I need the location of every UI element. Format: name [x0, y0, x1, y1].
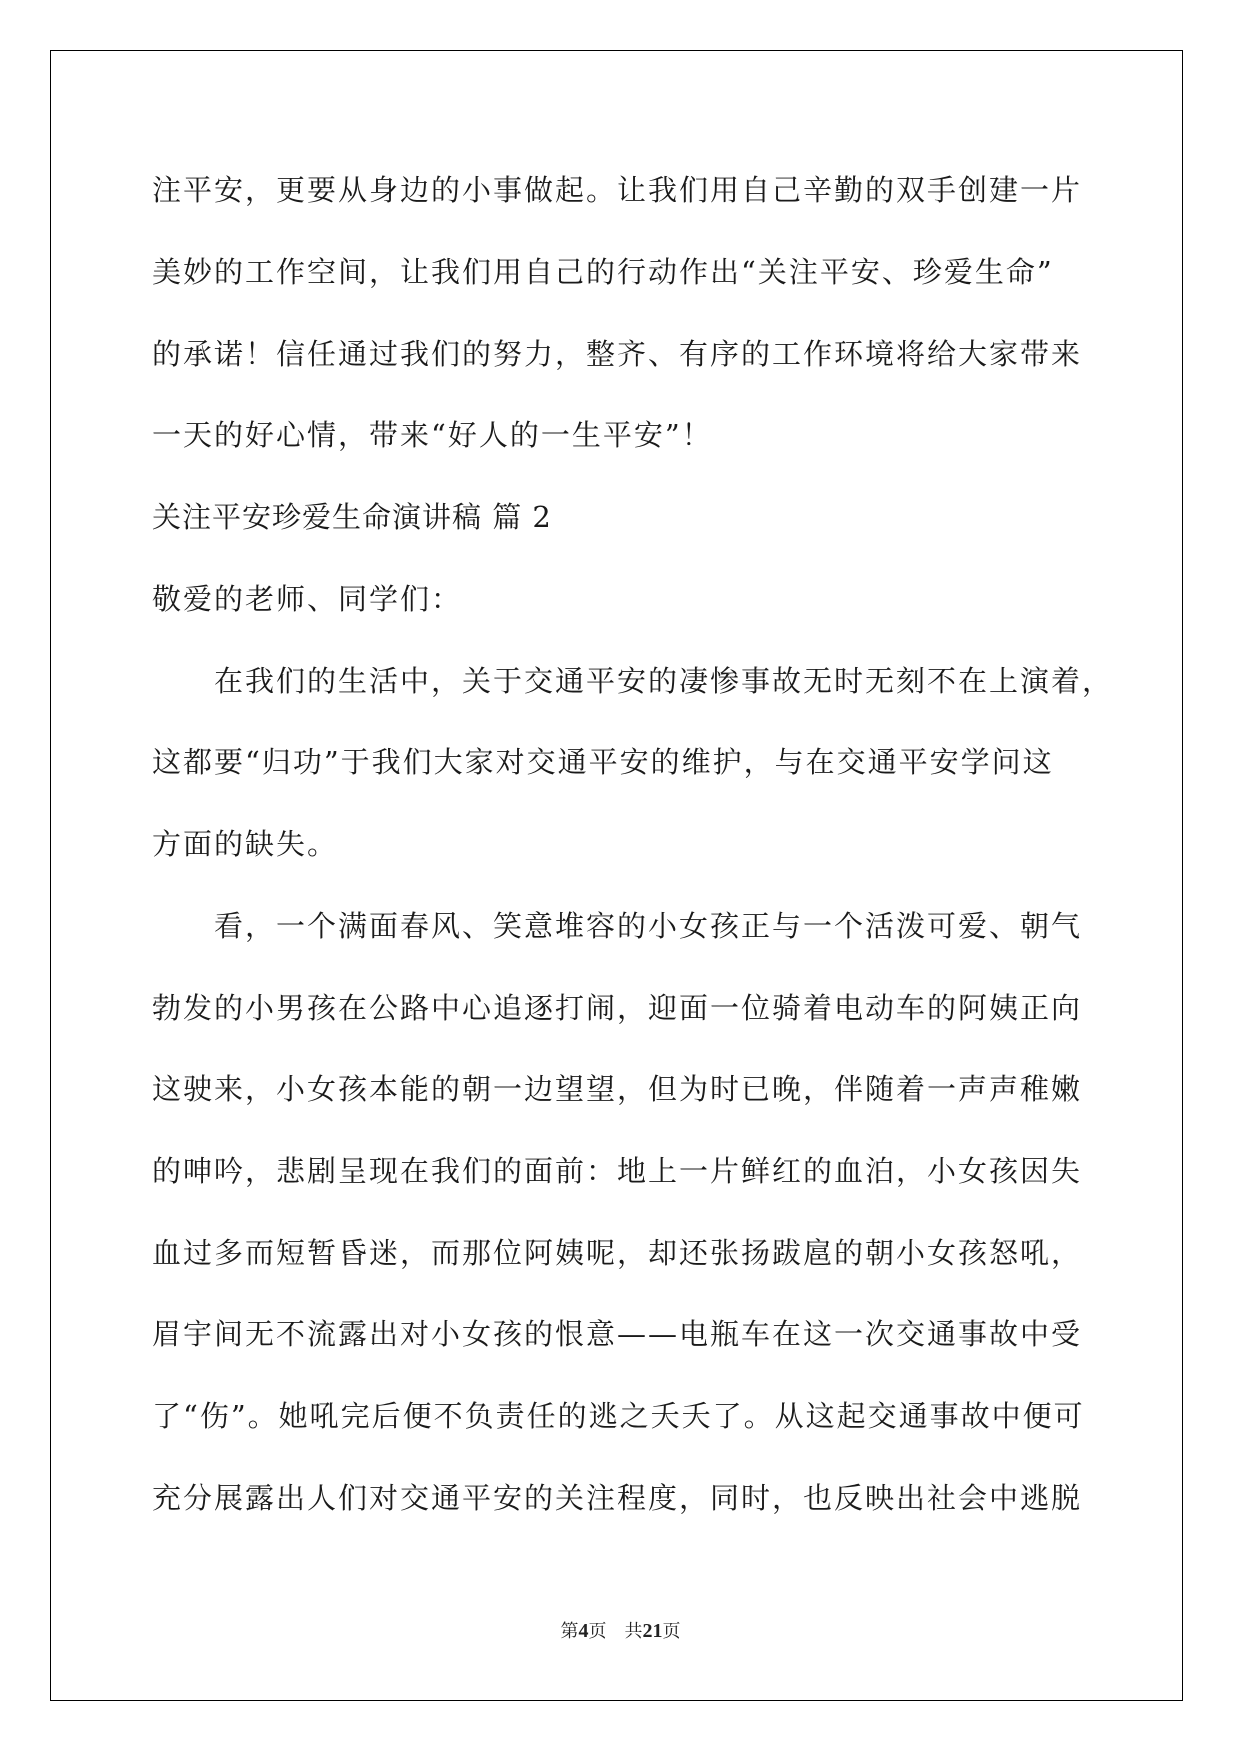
total-suffix: 页	[662, 1621, 681, 1642]
salutation: 敬爱的老师、同学们：	[152, 582, 463, 616]
body-line: 这都要“归功”于我们大家对交通平安的维护，与在交通平安学问这	[152, 745, 1054, 779]
body-line: 注平安，更要从身边的小事做起。让我们用自己辛勤的双手创建一片	[152, 173, 1083, 207]
page-mid: 页	[588, 1621, 607, 1642]
body-line: 眉宇间无不流露出对小女孩的恨意——电瓶车在这一次交通事故中受	[152, 1317, 1083, 1351]
body-line: 方面的缺失。	[152, 827, 339, 861]
page-footer	[0, 1619, 1241, 1644]
total-prefix: 共	[624, 1621, 643, 1642]
body-line: 充分展露出人们对交通平安的关注程度，同时，也反映出社会中逃脱	[152, 1481, 1083, 1515]
body-line: 血过多而短暂昏迷，而那位阿姨呢，却还张扬跋扈的朝小女孩怒吼，	[152, 1236, 1083, 1270]
page-border	[50, 50, 1183, 1701]
body-line: 一天的好心情，带来“好人的一生平安”！	[152, 418, 713, 452]
page-prefix: 第	[560, 1621, 579, 1642]
section-heading: 关注平安珍爱生命演讲稿 篇 2	[152, 500, 552, 534]
body-line: 这驶来，小女孩本能的朝一边望望，但为时已晚，伴随着一声声稚嫩	[152, 1072, 1083, 1106]
body-line: 了“伤”。她吼完后便不负责任的逃之夭夭了。从这起交通事故中便可	[152, 1399, 1085, 1433]
body-line: 在我们的生活中，关于交通平安的凄惨事故无时无刻不在上演着，	[214, 664, 1114, 698]
body-line: 的承诺！信任通过我们的努力，整齐、有序的工作环境将给大家带来	[152, 337, 1083, 371]
body-line: 勃发的小男孩在公路中心追逐打闹，迎面一位骑着电动车的阿姨正向	[152, 991, 1083, 1025]
body-line: 的呻吟，悲剧呈现在我们的面前：地上一片鲜红的血泊，小女孩因失	[152, 1154, 1083, 1188]
page-current: 4	[578, 1620, 589, 1642]
page-total: 21	[642, 1620, 663, 1642]
body-line: 美妙的工作空间，让我们用自己的行动作出“关注平安、珍爱生命”	[152, 255, 1054, 289]
body-line: 看，一个满面春风、笑意堆容的小女孩正与一个活泼可爱、朝气	[214, 909, 1083, 943]
